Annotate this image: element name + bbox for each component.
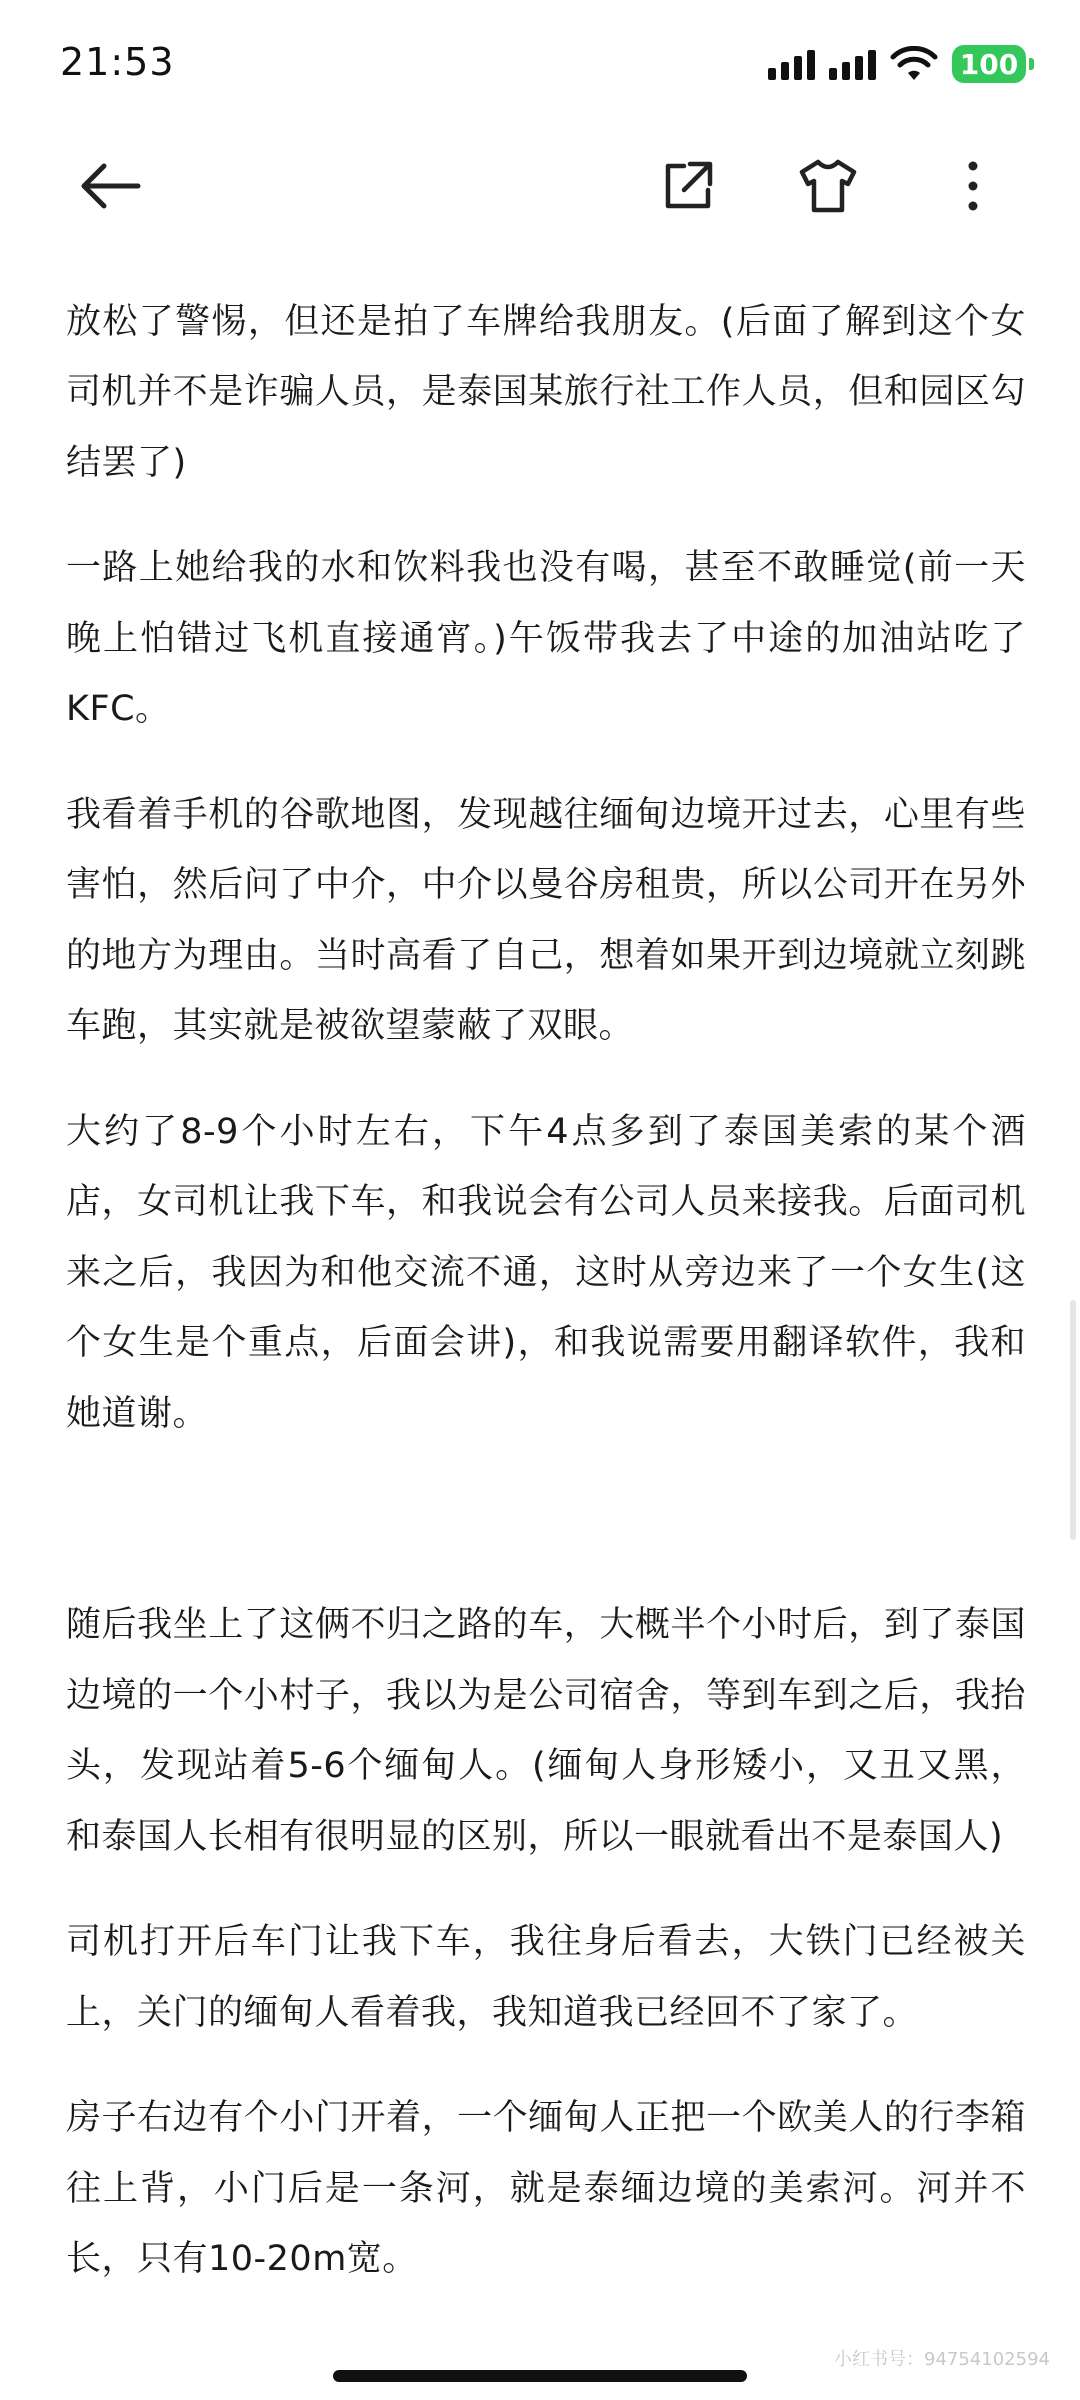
- theme-shirt-button[interactable]: [790, 148, 866, 224]
- share-external-icon: [660, 158, 716, 214]
- article-paragraph: 随后我坐上了这俩不归之路的车，大概半个小时后，到了泰国边境的一个小村子，我以为是公司宿舍，等到车到之后，我抬头，发现站着5-6个缅甸人。(缅甸人身形矮小，又丑又黑，和泰国人长相有很明显的区别，所以一眼就看出不是泰国人): [66, 1605, 1026, 1857]
- wifi-icon: [890, 46, 938, 82]
- status-icons: [768, 42, 1026, 86]
- cellular-signal-2-icon: [829, 48, 876, 80]
- battery-indicator: 100: [952, 45, 1026, 83]
- article-paragraph: 一路上她给我的水和饮料我也没有喝，甚至不敢睡觉(前一天晚上怕错过飞机直接通宵。)午饭带我去了中途的加油站吃了KFC。: [66, 548, 1026, 729]
- article-paragraph: 房子右边有个小门开着，一个缅甸人正把一个欧美人的行李箱往上背，小门后是一条河，就是泰缅边境的美索河。河并不长，只有10-20m宽。: [66, 2098, 1026, 2279]
- status-time: 21:53: [60, 40, 175, 84]
- article-paragraph: 我看着手机的谷歌地图，发现越往缅甸边境开过去，心里有些害怕，然后问了中介，中介以曼谷房租贵，所以公司开在另外的地方为理由。当时高看了自己，想着如果开到边境就立刻跳车跑，其实就是被欲望蒙蔽了双眼。: [66, 794, 1026, 1046]
- paragraph-spacer: [66, 1484, 1026, 1590]
- more-options-button[interactable]: [935, 148, 1011, 224]
- back-button[interactable]: [72, 148, 148, 224]
- scroll-indicator: [1070, 1300, 1076, 1540]
- share-button[interactable]: [650, 148, 726, 224]
- top-toolbar: [0, 130, 1080, 240]
- cellular-signal-icon: [768, 48, 815, 80]
- article-paragraph: 放松了警惕，但还是拍了车牌给我朋友。(后面了解到这个女司机并不是诈骗人员，是泰国某旅行社工作人员，但和园区勾结罢了): [66, 301, 1026, 483]
- article-paragraph: 大约了8-9个小时左右，下午4点多到了泰国美索的某个酒店，女司机让我下车，和我说会有公司人员来接我。后面司机来之后，我因为和他交流不通，这时从旁边来了一个女生(这个女生是个重点，后面会讲)，和我说需要用翻译软件，我和她道谢。: [66, 1111, 1026, 1434]
- home-indicator[interactable]: [333, 2370, 747, 2382]
- tshirt-icon: [798, 158, 858, 214]
- watermark: 小红书号：94754102594: [834, 2349, 1050, 2370]
- arrow-left-icon: [78, 162, 142, 210]
- status-bar: [0, 0, 1080, 130]
- article-paragraph: 司机打开后车门让我下车，我往身后看去，大铁门已经被关上，关门的缅甸人看着我，我知道我已经回不了家了。: [66, 1922, 1026, 2033]
- article-content: [66, 225, 1026, 2330]
- more-vertical-icon: [963, 158, 983, 214]
